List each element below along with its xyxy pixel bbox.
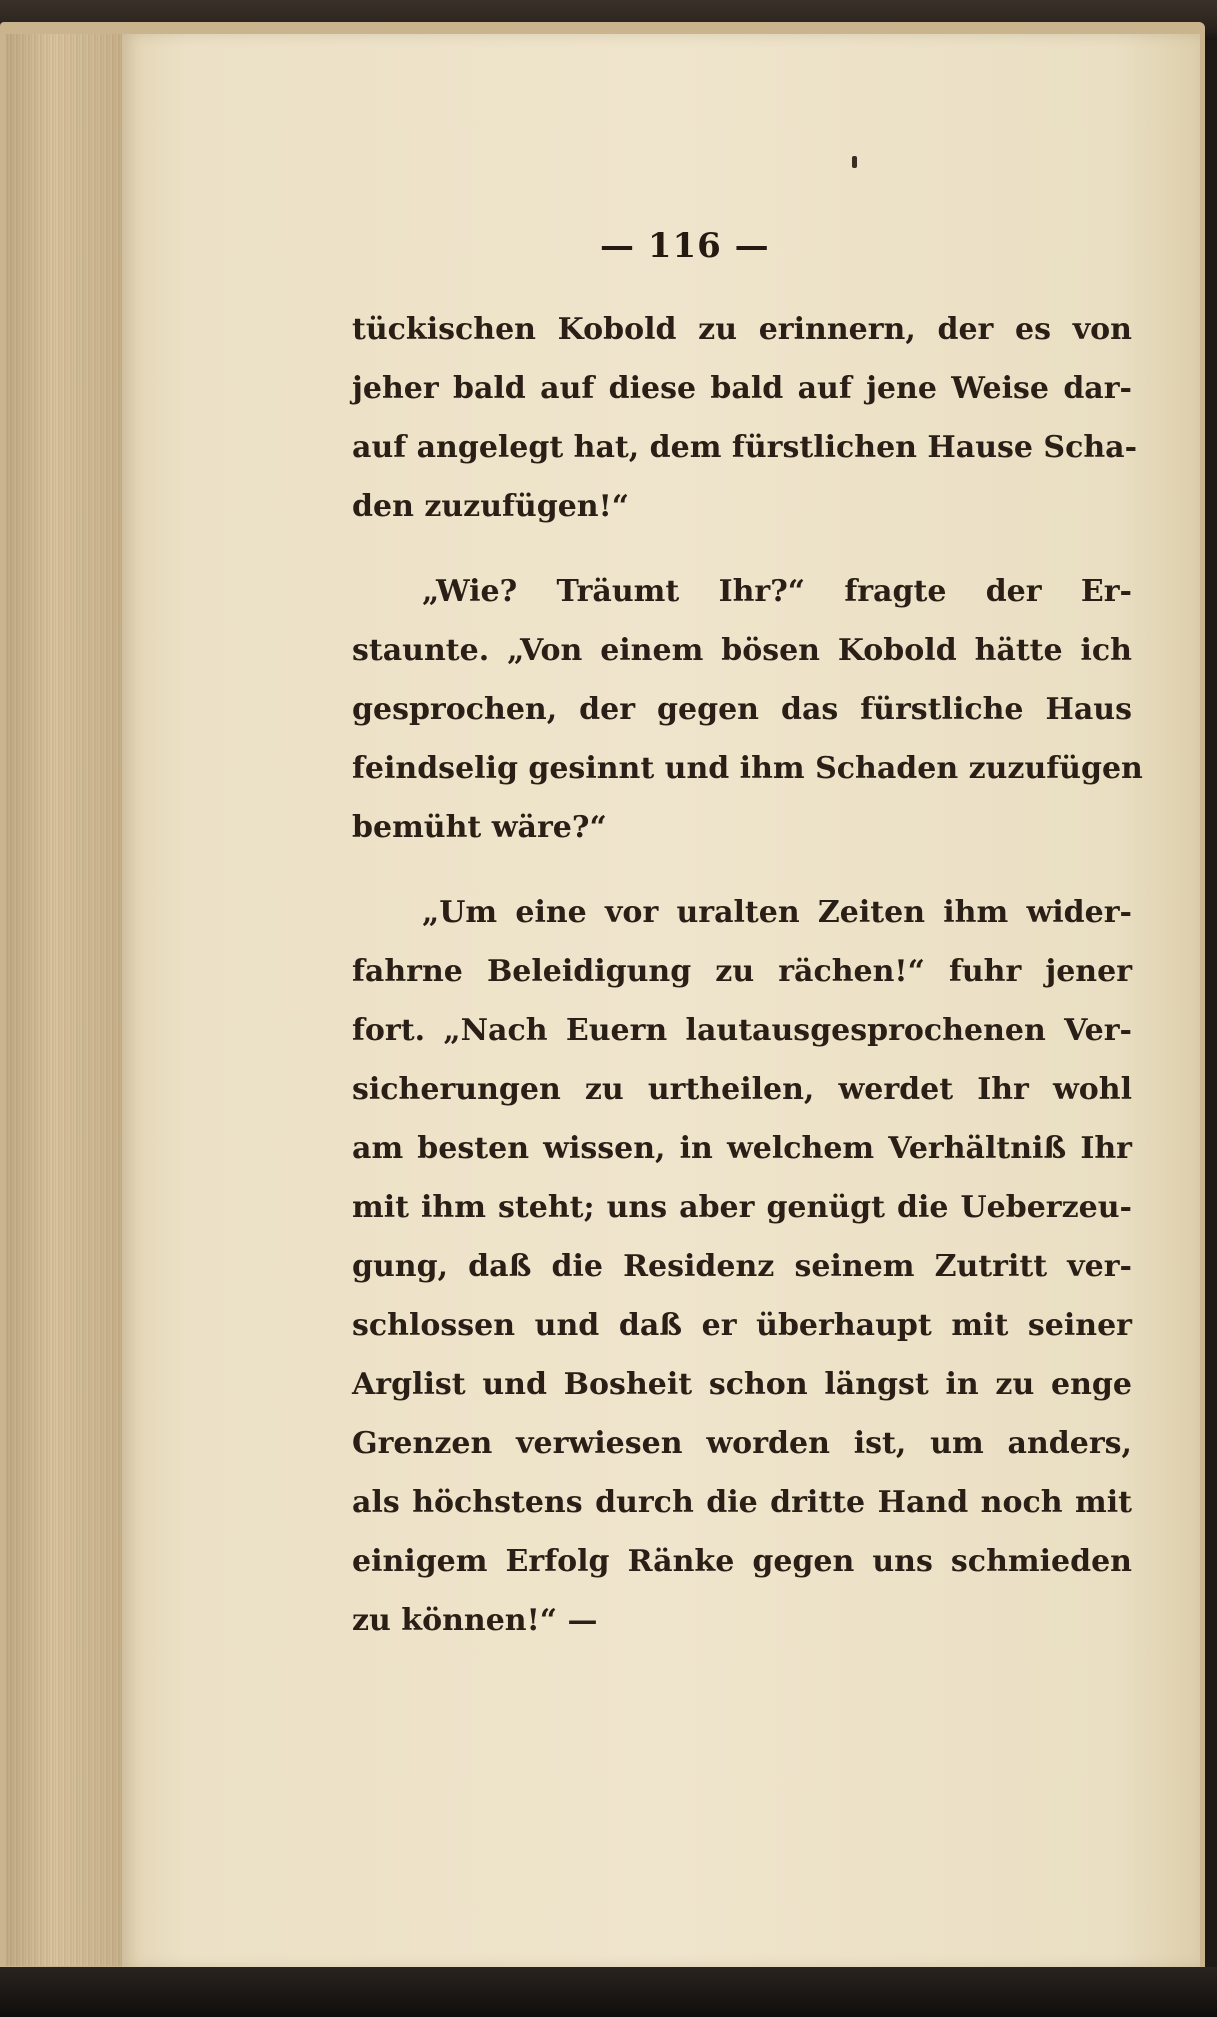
text-line: bemüht wäre?“	[352, 810, 607, 845]
text-line: tückischen Kobold zu erinnern, der es von	[352, 312, 1132, 347]
body-text	[352, 300, 1143, 1650]
text-line: „Wie? Träumt Ihr?“ fragte der Er-	[422, 574, 1132, 609]
text-line: jeher bald auf diese bald auf jene Weise dar-	[352, 371, 1132, 406]
text-line: auf angelegt hat, dem fürstlichen Hause Scha-	[352, 430, 1138, 465]
text-line: gesprochen, der gegen das fürstliche Haus	[352, 692, 1132, 727]
paragraph-gap	[352, 857, 1132, 883]
paragraph-gap	[352, 536, 1132, 562]
text-line: gung, daß die Residenz seinem Zutritt ver-	[352, 1249, 1132, 1284]
paragraph	[352, 883, 1132, 1650]
text-line: feindselig gesinnt und ihm Schaden zuzufügen	[352, 751, 1143, 786]
text-line: schlossen und daß er überhaupt mit seiner	[352, 1308, 1132, 1343]
paragraph	[352, 300, 1138, 536]
text-line: zu können!“ —	[352, 1603, 598, 1638]
text-line: Grenzen verwiesen worden ist, um anders,	[352, 1426, 1132, 1461]
text-line: sicherungen zu urtheilen, werdet Ihr wohl	[352, 1072, 1132, 1107]
text-line: Arglist und Bosheit schon längst in zu enge	[352, 1367, 1132, 1402]
ink-mark	[852, 156, 857, 168]
text-line: „Um eine vor uralten Zeiten ihm wider-	[422, 895, 1132, 930]
text-line: fahrne Beleidigung zu rächen!“ fuhr jener	[352, 954, 1132, 989]
paragraph	[352, 562, 1143, 857]
text-line: den zuzufügen!“	[352, 489, 630, 524]
page-number: — 116 —	[600, 226, 770, 266]
book-cover-bottom	[0, 1967, 1217, 2017]
page-edges	[6, 34, 126, 1966]
text-line: als höchstens durch die dritte Hand noch mit	[352, 1485, 1132, 1520]
text-line: staunte. „Von einem bösen Kobold hätte ich	[352, 633, 1132, 668]
text-line: fort. „Nach Euern lautausgesprochenen Ver-	[352, 1013, 1132, 1048]
text-line: am besten wissen, in welchem Verhältniß Ihr	[352, 1131, 1132, 1166]
text-line: einigem Erfolg Ränke gegen uns schmieden	[352, 1544, 1132, 1579]
text-line: mit ihm steht; uns aber genügt die Ueberzeu-	[352, 1190, 1132, 1225]
